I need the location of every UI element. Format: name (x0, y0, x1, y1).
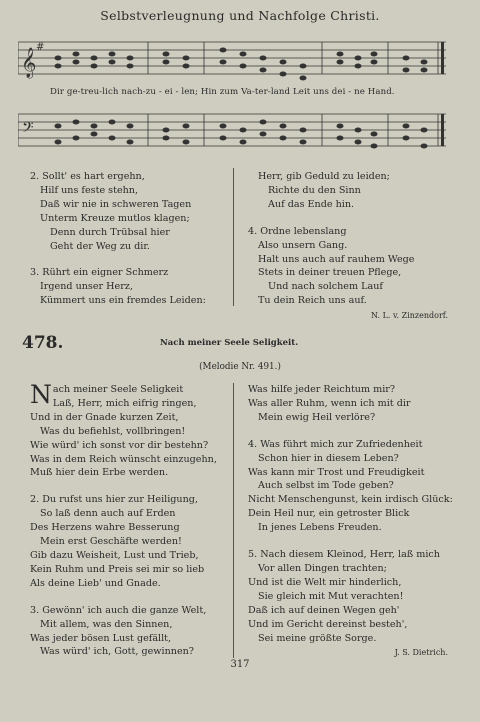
verse-2 (30, 170, 230, 253)
verse-line: Und in der Gnade kurzen Zeit, (30, 411, 179, 423)
music-staff-treble (18, 33, 446, 83)
verse-line: Als deine Lieb' und Gnade. (30, 577, 161, 589)
hymn-title: Nach meiner Seele Seligkeit. (160, 338, 299, 348)
verse-line: So laß denn auch auf Erden (40, 508, 176, 520)
verse-line: Gib dazu Weisheit, Lust und Trieb, (30, 549, 199, 561)
verse-number: 4. (248, 438, 258, 450)
melody-reference: (Melodie Nr. 491.) (199, 362, 281, 372)
verse-line: Was in dem Reich wünscht einzugehn, (30, 453, 217, 465)
svg-text:#: # (36, 42, 45, 53)
verse-line: Des Herzens wahre Besserung (30, 522, 180, 534)
verse-line: Was jeder bösen Lust gefällt, (30, 632, 172, 644)
hymn-number: 478. (22, 333, 64, 353)
verse-line: Schon hier in diesem Leben? (258, 452, 399, 464)
verse-line: Sei meine größte Sorge. (258, 632, 377, 644)
page-number: 317 (230, 659, 250, 670)
verse-line: Nach diesem Kleinod, Herr, laß mich (260, 549, 440, 561)
verse-line: Mein erst Geschäfte werden! (40, 536, 182, 548)
music-lyric-underlay: Dir ge-treu-lich nach-zu - ei - len; Hin zum Va-ter-land Leit uns dei - ne Hand. (50, 87, 395, 97)
verse-line: Kein Ruhm und Preis sei mir so lieb (30, 563, 205, 575)
verse-line: Sie gleich mit Mut verachten! (258, 590, 404, 602)
verse-line: Und im Gericht dereinst besteh', (248, 618, 408, 630)
verse-4 (248, 225, 448, 308)
verse-line: Unterm Kreuze mutlos klagen; (40, 212, 190, 224)
music-staff-bass (18, 105, 446, 155)
verse-line: Rührt ein eigner Schmerz (42, 267, 169, 279)
svg-text:𝄢: 𝄢 (22, 119, 34, 140)
verse-1 (30, 380, 230, 480)
verse-number: 5. (248, 549, 258, 561)
upper-verses-right (248, 170, 448, 323)
verse-3-continued (248, 170, 448, 212)
verse-line: Halt uns auch auf rauhem Wege (258, 253, 415, 265)
verse-line: Daß wir nie in schweren Tagen (40, 198, 192, 210)
column-divider (233, 383, 234, 658)
verse-line: Nicht Menschengunst, kein irdisch Glück: (248, 494, 453, 506)
verse-line: Daß ich auf deinen Wegen geh' (248, 604, 400, 616)
verse-number: 4. (248, 225, 258, 237)
verse-3-continued (248, 383, 448, 425)
verse-line: Sollt' es hart ergehn, (42, 171, 145, 182)
verse-line: Was hilfe jeder Reichtum mir? (248, 384, 396, 395)
verse-number: 3. (30, 267, 40, 279)
hymn-verses-right (248, 383, 453, 660)
verse-line: Vor allen Dingen trachten; (258, 562, 387, 574)
verse-line: Denn durch Trübsal hier (50, 226, 170, 238)
verse-5 (248, 548, 448, 645)
verse-line: Was führt mich zur Zufriedenheit (260, 438, 423, 450)
verse-line: Herr, gib Geduld zu leiden; (258, 171, 390, 182)
verse-line: Tu dein Reich uns auf. (258, 295, 367, 307)
verse-3 (30, 266, 230, 308)
drop-cap: N (30, 380, 52, 409)
verse-line: Irgend unser Herz, (40, 281, 133, 293)
verse-line: Und nach solchem Lauf (268, 281, 383, 293)
verse-line: Mit allem, was den Sinnen, (40, 618, 173, 630)
verse-line: In jenes Lebens Freuden. (258, 522, 382, 534)
verse-line: Was du befiehlst, vollbringen! (40, 425, 186, 437)
verse-line: Dein Heil nur, ein getroster Blick (248, 508, 410, 520)
verse-number: 2. (30, 494, 40, 506)
column-divider (233, 168, 234, 306)
verse-3 (30, 604, 230, 660)
verse-line: Ordne lebenslang (260, 225, 347, 237)
verse-line: Richte du den Sinn (268, 184, 361, 196)
verse-number: 2. (30, 171, 40, 182)
verse-line: Hilf uns feste stehn, (40, 184, 139, 196)
verse-line: Auf das Ende hin. (268, 198, 355, 210)
verse-number: 3. (30, 604, 40, 616)
author-credit: N. L. v. Zinzendorf. (371, 311, 448, 321)
verse-line: Laß, Herr, mich eifrig ringen, (52, 397, 197, 409)
upper-verses-left (30, 170, 230, 321)
verse-line: Du rufst uns hier zur Heiligung, (42, 494, 198, 506)
verse-line: Muß hier dein Erbe werden. (30, 467, 169, 479)
verse-line: ach meiner Seele Seligkeit (52, 384, 184, 395)
verse-line: Stets in deiner treuen Pflege, (258, 267, 402, 279)
author-credit: J. S. Dietrich. (394, 648, 448, 658)
verse-2 (30, 493, 230, 590)
verse-line: Was kann mir Trost und Freudigkeit (248, 466, 425, 478)
hymn-verses-left (30, 380, 230, 659)
page-title: Selbstverleugnung und Nachfolge Christi. (100, 8, 380, 23)
verse-line: Was würd' ich, Gott, gewinnen? (40, 646, 194, 658)
verse-line: Geht der Weg zu dir. (50, 240, 150, 252)
verse-line: Was aller Ruhm, wenn ich mit dir (248, 397, 411, 409)
verse-line: Also unsern Gang. (258, 239, 348, 251)
verse-line: Auch selbst im Tode geben? (258, 480, 394, 492)
verse-4 (248, 438, 453, 535)
svg-text:𝄞: 𝄞 (21, 48, 37, 78)
verse-line: Wie würd' ich sonst vor dir bestehn? (30, 439, 209, 451)
verse-line: Mein ewig Heil verlöre? (258, 411, 376, 423)
verse-line: Und ist die Welt mir hinderlich, (248, 576, 402, 588)
verse-line: Kümmert uns ein fremdes Leiden: (40, 295, 206, 307)
verse-line: Gewönn' ich auch die ganze Welt, (42, 604, 207, 616)
